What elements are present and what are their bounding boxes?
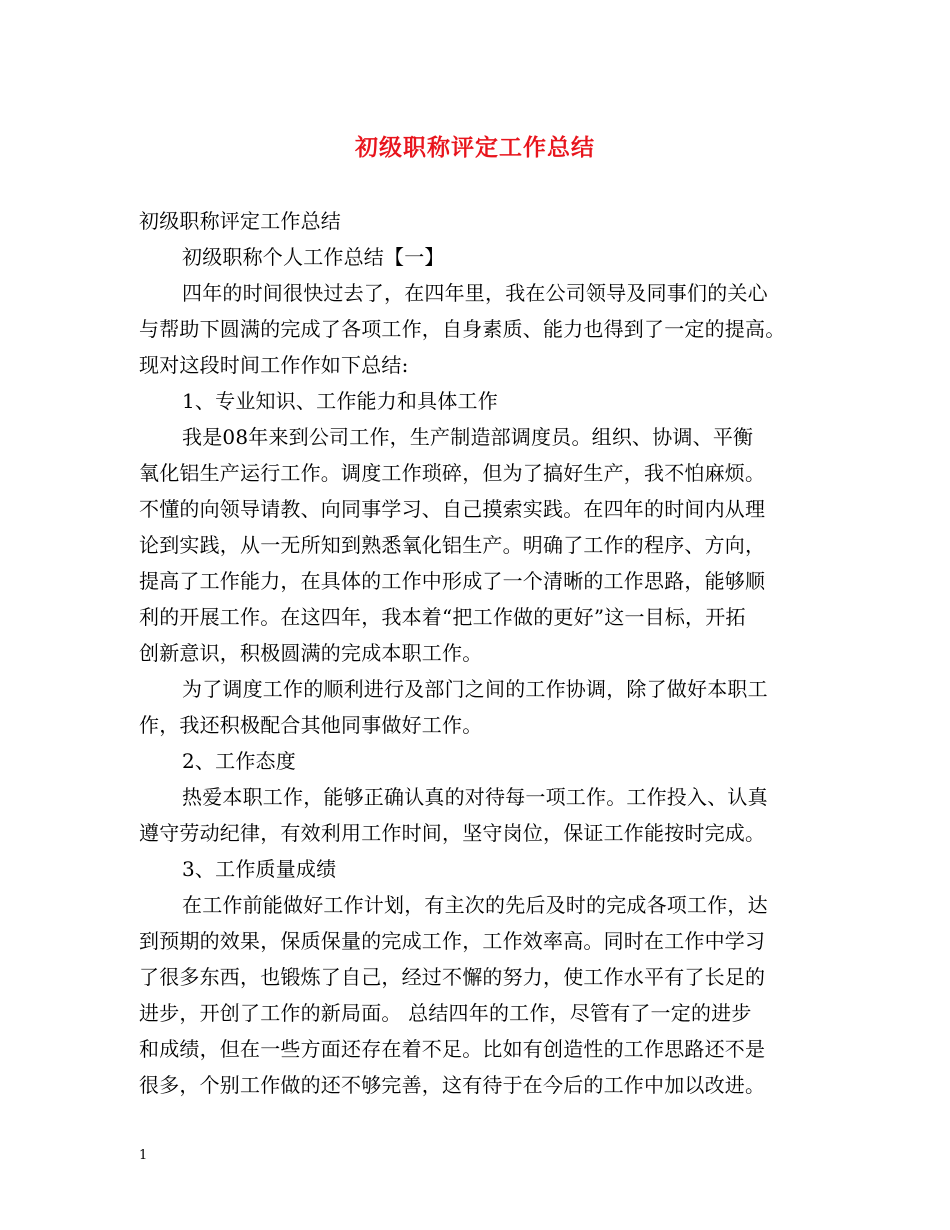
body-line: 初级职称评定工作总结 [139,209,341,233]
section-heading: 1、专业知识、工作能力和具体工作 [182,389,498,413]
body-line: 与帮助下圆满的完成了各项工作，自身素质、能力也得到了一定的提高。 [139,317,786,341]
body-line: 利的开展工作。在这四年，我本着“把工作做的更好”这一目标，开拓 [139,605,746,629]
document-body [139,203,819,1103]
section-heading: 2、工作态度 [182,749,296,773]
body-line: 在工作前能做好工作计划，有主次的先后及时的完成各项工作，达 [182,893,768,917]
body-line: 创新意识，积极圆满的完成本职工作。 [139,641,483,665]
body-line: 热爱本职工作，能够正确认真的对待每一项工作。工作投入、认真 [182,785,768,809]
body-line: 和成绩，但在一些方面还存在着不足。比如有创造性的工作思路还不是 [139,1037,766,1061]
body-line: 四年的时间很快过去了，在四年里，我在公司领导及同事们的关心 [182,281,768,305]
body-line: 现对这段时间工作作如下总结: [139,353,409,377]
body-line: 进步，开创了工作的新局面。 总结四年的工作，尽管有了一定的进步 [139,1001,752,1025]
section-heading: 初级职称个人工作总结【一】 [182,245,445,269]
body-line: 论到实践，从一无所知到熟悉氧化铝生产。明确了工作的程序、方向， [139,533,766,557]
section-heading: 3、工作质量成绩 [182,857,337,881]
page-number: 1 [139,1148,148,1163]
body-line: 为了调度工作的顺利进行及部门之间的工作协调，除了做好本职工 [182,677,768,701]
body-line: 了很多东西，也锻炼了自己，经过不懈的努力，使工作水平有了长足的 [139,965,766,989]
body-line: 作，我还积极配合其他同事做好工作。 [139,713,483,737]
document-title: 初级职称评定工作总结 [355,134,595,161]
body-line: 不懂的向领导请教、向同事学习、自己摸索实践。在四年的时间内从理 [139,497,766,521]
body-line: 我是08年来到公司工作，生产制造部调度员。组织、协调、平衡 [182,425,754,449]
body-line: 提高了工作能力，在具体的工作中形成了一个清晰的工作思路，能够顺 [139,569,766,593]
body-line: 氧化铝生产运行工作。调度工作琐碎，但为了搞好生产，我不怕麻烦。 [139,461,766,485]
body-line: 到预期的效果，保质保量的完成工作，工作效率高。同时在工作中学习 [139,929,766,953]
body-line: 很多，个别工作做的还不够完善，这有待于在今后的工作中加以改进。 [139,1073,766,1097]
body-line: 遵守劳动纪律，有效利用工作时间，坚守岗位，保证工作能按时完成。 [139,821,766,845]
